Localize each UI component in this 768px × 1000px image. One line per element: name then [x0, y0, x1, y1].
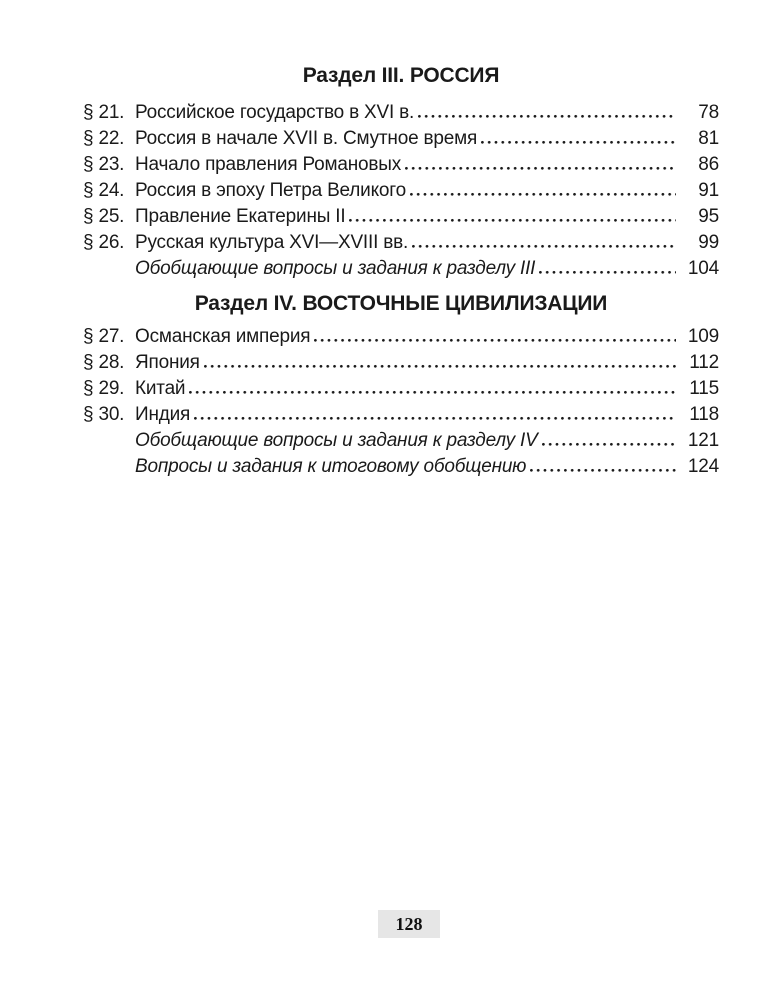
toc-entry-number: § 29.: [83, 378, 125, 399]
toc-entry-title: Османская империя: [135, 326, 311, 347]
toc-entry-title: Обобщающие вопросы и задания к разделу III: [135, 258, 536, 279]
table-of-contents: [83, 63, 719, 480]
toc-entry: [83, 100, 719, 126]
toc-entry-page: 124: [687, 456, 719, 477]
toc-entry-number: § 30.: [83, 404, 125, 425]
dot-leader: [405, 165, 676, 170]
toc-entry-title: Русская культура XVI—XVIII вв.: [135, 232, 409, 253]
toc-entry-number: § 27.: [83, 326, 125, 347]
toc-entry: [83, 178, 719, 204]
toc-entry-page: 86: [698, 154, 719, 175]
toc-entry-title: Правление Екатерины II: [135, 206, 346, 227]
toc-entry-title: Начало правления Романовых: [135, 154, 402, 175]
toc-entry-title: Россия в начале XVII в. Смутное время: [135, 128, 478, 149]
toc-entry-number: § 21.: [83, 102, 125, 123]
toc-entry: [83, 126, 719, 152]
dot-leader: [410, 191, 676, 196]
section-heading-razdel-4: Раздел IV. ВОСТОЧНЫЕ ЦИВИЛИЗАЦИИ: [194, 292, 608, 315]
section-heading-razdel-3: Раздел III. РОССИЯ: [302, 64, 500, 87]
toc-entry: [83, 350, 719, 376]
dot-leader: [349, 217, 676, 222]
toc-entry: [83, 402, 719, 428]
page-number-footer: 128: [378, 910, 440, 938]
toc-entry: [83, 376, 719, 402]
dot-leader: [412, 243, 676, 248]
toc-entry-number: § 23.: [83, 154, 125, 175]
toc-entry-page: 81: [698, 128, 719, 149]
toc-entry-number: § 22.: [83, 128, 125, 149]
toc-entry-number: § 25.: [83, 206, 125, 227]
dot-leader: [314, 337, 676, 342]
toc-entry-page: 99: [698, 232, 719, 253]
dot-leader: [542, 441, 676, 446]
toc-entry-title: Обобщающие вопросы и задания к разделу IV: [135, 430, 538, 451]
toc-entry-page: 112: [689, 352, 719, 373]
toc-entry-page: 121: [687, 430, 719, 451]
toc-entry: [83, 230, 719, 256]
toc-entry-title: Япония: [135, 352, 200, 373]
toc-entry-title: Россия в эпоху Петра Великого: [135, 180, 406, 201]
toc-entry-page: 78: [698, 102, 719, 123]
toc-entry-page: 95: [698, 206, 719, 227]
toc-entry-title: Индия: [135, 404, 191, 425]
toc-entry-page: 104: [687, 258, 719, 279]
toc-entry-title: Китай: [135, 378, 186, 399]
dot-leader: [481, 139, 676, 144]
toc-entry-summary: [83, 454, 719, 480]
toc-entry-number: § 28.: [83, 352, 125, 373]
toc-entry-title: Российское государство в XVI в.: [135, 102, 415, 123]
toc-entry-number: § 26.: [83, 232, 125, 253]
toc-entry: [83, 324, 719, 350]
dot-leader: [539, 269, 676, 274]
toc-entry-page: 109: [687, 326, 719, 347]
toc-entry-number: § 24.: [83, 180, 125, 201]
toc-entry-title: Вопросы и задания к итоговому обобщению: [135, 456, 527, 477]
toc-entry: [83, 152, 719, 178]
toc-entry-summary: [83, 428, 719, 454]
toc-entry: [83, 204, 719, 230]
dot-leader: [194, 415, 676, 420]
dot-leader: [530, 467, 676, 472]
toc-entry-summary: [83, 256, 719, 282]
toc-entry-page: 115: [689, 378, 719, 399]
dot-leader: [189, 389, 676, 394]
dot-leader: [204, 363, 676, 368]
toc-entry-page: 91: [698, 180, 719, 201]
dot-leader: [418, 113, 676, 118]
toc-entry-page: 118: [689, 404, 719, 425]
